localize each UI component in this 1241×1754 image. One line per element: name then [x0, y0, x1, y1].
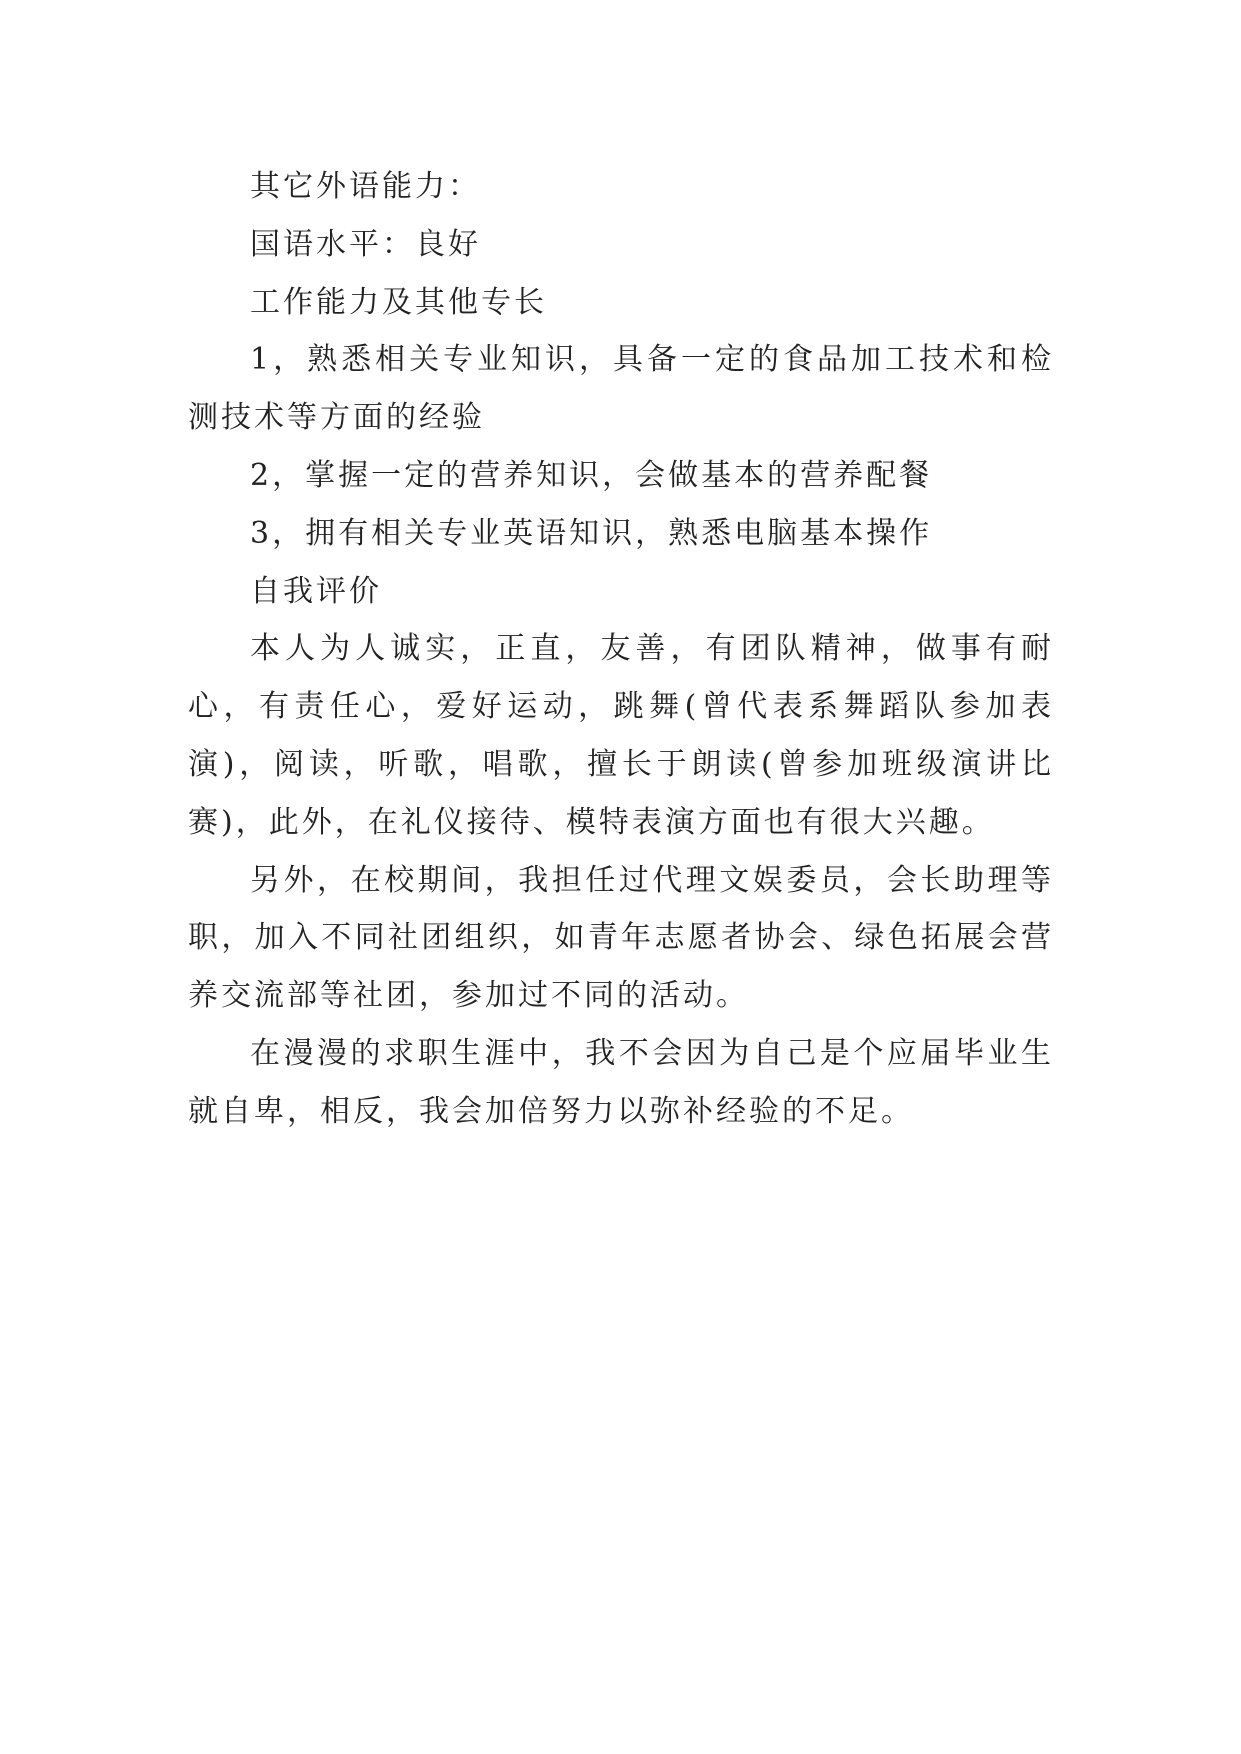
- other-language-ability: 其它外语能力：: [250, 169, 481, 204]
- self-evaluation-paragraph-1: 本人为人诚实，正直，友善，有团队精神，做事有耐心，有责任心，爱好运动，跳舞(曾代表系舞蹈队参加表演)，阅读，听歌，唱歌，擅长于朗读(曾参加班级演讲比赛)，此外，在礼仪接待、模特表演方面也有很大兴趣。: [188, 631, 1054, 840]
- section-heading-self-evaluation: 自我评价: [250, 573, 382, 609]
- skill-item-3: 3，拥有相关专业英语知识，熟悉电脑基本操作: [250, 515, 933, 551]
- section-heading-skills: 工作能力及其他专长: [250, 284, 547, 320]
- skill-item-1: 1，熟悉相关专业知识，具备一定的食品加工技术和检测技术等方面的经验: [188, 342, 1054, 436]
- self-evaluation-paragraph-3: 在漫漫的求职生涯中，我不会因为自己是个应届毕业生就自卑，相反，我会加倍努力以弥补经验的不足。: [188, 1035, 1054, 1129]
- document-body: [188, 158, 1054, 1141]
- mandarin-level: 国语水平：良好: [250, 226, 481, 262]
- skill-item-2: 2，掌握一定的营养知识，会做基本的营养配餐: [250, 457, 933, 493]
- self-evaluation-paragraph-2: 另外，在校期间，我担任过代理文娱委员，会长助理等职，加入不同社团组织，如青年志愿者协会、绿色拓展会营养交流部等社团，参加过不同的活动。: [188, 862, 1054, 1014]
